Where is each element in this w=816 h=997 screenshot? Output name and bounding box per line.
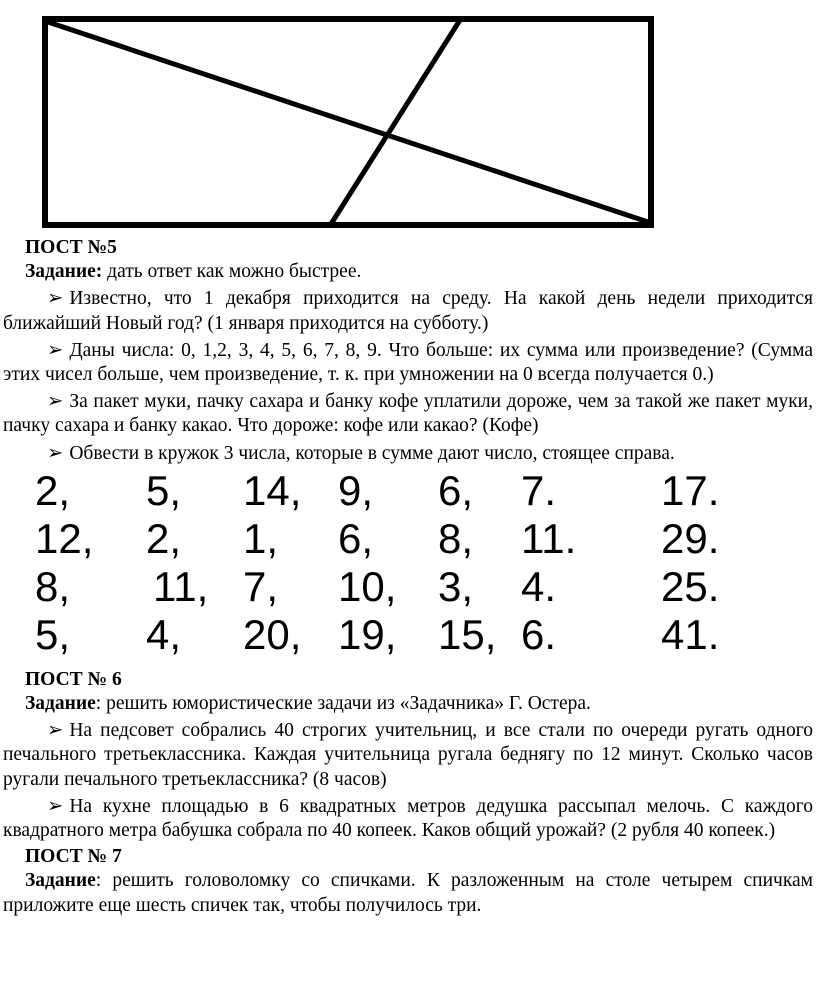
document-body bbox=[3, 234, 813, 918]
arrow-icon: ➢ bbox=[47, 339, 64, 361]
grid-number[interactable]: 5, bbox=[146, 466, 182, 514]
arrow-icon: ➢ bbox=[47, 720, 64, 742]
post6-task-label: Задание bbox=[25, 693, 96, 715]
post6-bullet-1 bbox=[3, 719, 813, 792]
post5-task-text: дать ответ как можно быстрее. bbox=[102, 261, 362, 283]
arrow-icon: ➢ bbox=[47, 442, 64, 464]
arrow-icon: ➢ bbox=[47, 391, 64, 413]
grid-target-number: 17. bbox=[661, 466, 720, 514]
post6-bullet-2-text: На кухне площадью в 6 квадратных метров дедушка рассыпал мелочь. С каждого квадратного метра бабушка собрала по 40 копеек. Каков общий урожай? (2 рубля 40 копеек.) bbox=[3, 795, 813, 842]
grid-number[interactable]: 5, bbox=[35, 610, 71, 658]
post7-task bbox=[3, 869, 813, 917]
grid-number[interactable]: 10, bbox=[338, 562, 397, 610]
post5-bullet-2 bbox=[3, 339, 813, 387]
rectangle-figure bbox=[42, 16, 654, 228]
post5-bullet-2-text: Даны числа: 0, 1,2, 3, 4, 5, 6, 7, 8, 9. Что больше: их сумма или произведение? (Сумма этих чисел больше, чем произведение, т. к. при умножении на 0 всегда получается 0.) bbox=[3, 339, 813, 386]
geometry-drawing bbox=[42, 16, 654, 228]
grid-number[interactable]: 7. bbox=[521, 466, 557, 514]
grid-number[interactable]: 4, bbox=[146, 610, 182, 658]
grid-number[interactable]: 8, bbox=[438, 514, 474, 562]
post6-title: ПОСТ № 6 bbox=[25, 668, 122, 690]
post7-title: ПОСТ № 7 bbox=[25, 846, 122, 868]
grid-number[interactable]: 14, bbox=[243, 466, 302, 514]
grid-target-number: 25. bbox=[661, 562, 720, 610]
grid-target-number: 41. bbox=[661, 610, 720, 658]
post5-title: ПОСТ №5 bbox=[25, 237, 117, 258]
arrow-icon: ➢ bbox=[47, 288, 64, 310]
post5-bullet-3 bbox=[3, 390, 813, 438]
arrow-icon: ➢ bbox=[47, 795, 64, 817]
grid-number[interactable]: 11. bbox=[521, 514, 577, 562]
grid-number[interactable]: 6, bbox=[338, 514, 374, 562]
post5-bullet-4 bbox=[3, 442, 813, 466]
post6-task-text: : решить юмористические задачи из «Задачника» Г. Остера. bbox=[95, 693, 591, 715]
number-grid bbox=[3, 468, 813, 664]
grid-number[interactable]: 8, bbox=[35, 562, 71, 610]
post7-task-label: Задание bbox=[25, 870, 96, 892]
post5-task-label: Задание: bbox=[25, 261, 103, 283]
figure-diagonal-line bbox=[48, 22, 648, 222]
grid-number[interactable]: 9, bbox=[338, 466, 374, 514]
post6-bullet-1-text: На педсовет собрались 40 строгих учительниц, и все стали по очереди ругать одного печального третьеклассника. Каждая учительница ругала беднягу по 12 минут. Сколько часов ругали печального третьеклассника? (8 часов) bbox=[3, 720, 813, 790]
grid-number[interactable]: 4. bbox=[521, 562, 557, 610]
grid-number[interactable]: 12, bbox=[35, 514, 94, 562]
grid-number[interactable]: 2, bbox=[146, 514, 182, 562]
post6-bullet-2 bbox=[3, 795, 813, 843]
grid-number[interactable]: 11, bbox=[153, 562, 209, 610]
grid-number[interactable]: 15, bbox=[438, 610, 497, 658]
post6-task bbox=[3, 692, 813, 716]
post5-bullet-4-text: Обвести в кружок 3 числа, которые в сумме дают число, стоящее справа. bbox=[69, 442, 675, 464]
grid-number[interactable]: 19, bbox=[338, 610, 397, 658]
grid-number[interactable]: 6. bbox=[521, 610, 557, 658]
grid-number[interactable]: 7, bbox=[243, 562, 279, 610]
post5-task bbox=[3, 260, 813, 284]
grid-number[interactable]: 1, bbox=[243, 514, 279, 562]
post5-bullet-1 bbox=[3, 287, 813, 335]
grid-number[interactable]: 3, bbox=[438, 562, 474, 610]
post5-bullet-3-text: За пакет муки, пачку сахара и банку кофе уплатили дороже, чем за такой же пакет муки, пачку сахара и банку какао. Что дороже: кофе или какао? (Кофе) bbox=[3, 391, 813, 437]
post5-bullet-1-text: Известно, что 1 декабря приходится на среду. На какой день недели приходится ближайший Новый год? (1 января приходится на субботу.) bbox=[3, 288, 813, 334]
grid-number[interactable]: 20, bbox=[243, 610, 302, 658]
grid-number[interactable]: 6, bbox=[438, 466, 474, 514]
grid-number[interactable]: 2, bbox=[35, 466, 71, 514]
grid-target-number: 29. bbox=[661, 514, 720, 562]
post7-task-text: : решить головоломку со спичками. К разложенным на столе четырем спичкам приложите еще шесть спичек так, чтобы получилось три. bbox=[3, 870, 813, 916]
